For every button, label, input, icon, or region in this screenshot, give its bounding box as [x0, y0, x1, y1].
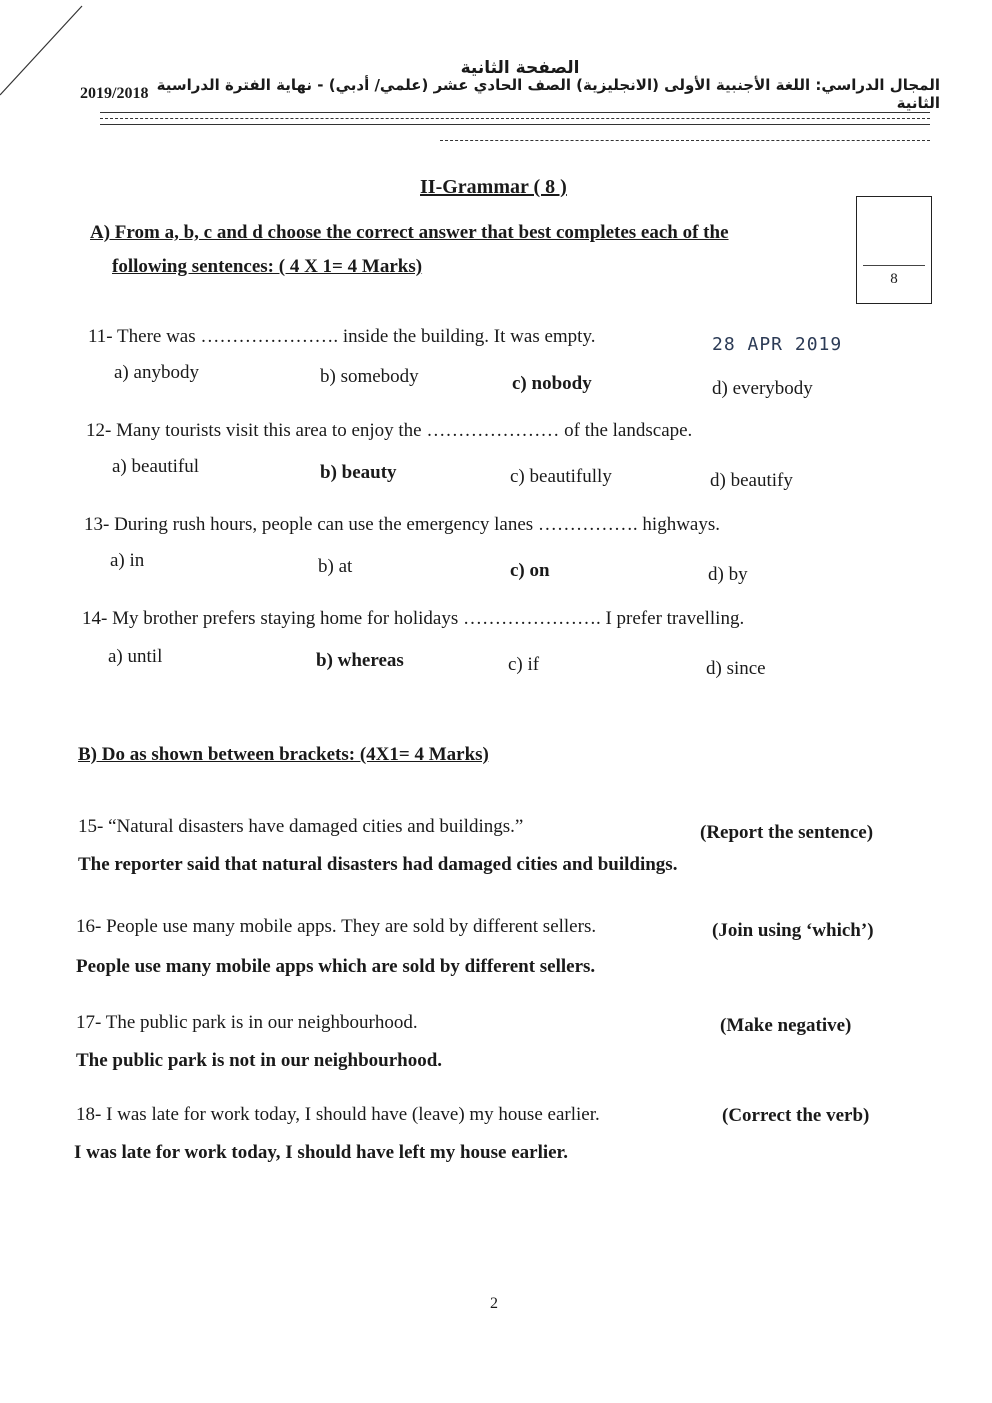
answer-16: People use many mobile apps which are sold by different sellers. — [76, 956, 596, 977]
score-box — [856, 196, 932, 304]
tag-15: (Report the sentence) — [700, 822, 874, 843]
option-12c: c) beautifully — [510, 466, 612, 487]
option-11d: d) everybody — [712, 378, 813, 399]
tag-18: (Correct the verb) — [722, 1105, 870, 1126]
option-13b: b) at — [318, 556, 353, 577]
score-value: 8 — [890, 271, 898, 287]
option-12a: a) beautiful — [112, 456, 200, 477]
question-18: 18- I was late for work today, I should have (leave) my house earlier. — [76, 1104, 600, 1125]
header-rule-2 — [100, 118, 930, 119]
part-a-instruction-line1: A) From a, b, c and d choose the correct answer that best completes each of the — [90, 222, 729, 243]
option-11b: b) somebody — [320, 366, 419, 387]
option-14d: d) since — [706, 658, 766, 679]
option-14b: b) whereas — [316, 650, 404, 671]
page-number: 2 — [490, 1295, 498, 1312]
question-12: 12- Many tourists visit this area to enjoy the ………………… of the landscape. — [86, 420, 693, 441]
date-stamp: 28 APR 2019 — [712, 334, 843, 355]
part-b-instruction: B) Do as shown between brackets: (4X1= 4 Marks) — [78, 744, 489, 765]
answer-18: I was late for work today, I should have left my house earlier. — [74, 1142, 568, 1163]
section-title: II-Grammar ( 8 ) — [420, 176, 567, 198]
option-12b: b) beauty — [320, 462, 397, 483]
option-11c: c) nobody — [512, 373, 592, 394]
score-divider — [863, 265, 925, 266]
header-rule-1 — [100, 112, 930, 113]
option-14a: a) until — [108, 646, 163, 667]
question-14: 14- My brother prefers staying home for holidays …………………. I prefer travelling. — [82, 608, 745, 629]
question-13: 13- During rush hours, people can use the emergency lanes ……………. highways. — [84, 514, 721, 535]
option-11a: a) anybody — [114, 362, 199, 383]
option-13a: a) in — [110, 550, 145, 571]
tag-16: (Join using ‘which’) — [712, 920, 874, 941]
exam-year: 2019/2018 — [80, 85, 149, 102]
header-rule-4 — [440, 140, 930, 141]
header-rule-3 — [100, 124, 930, 125]
exam-header — [80, 76, 940, 112]
answer-17: The public park is not in our neighbourhood. — [76, 1050, 443, 1071]
option-13c: c) on — [510, 560, 550, 581]
question-15: 15- “Natural disasters have damaged cities and buildings.” — [78, 816, 524, 837]
question-11: 11- There was …………………. inside the building. It was empty. — [88, 326, 596, 347]
option-13d: d) by — [708, 564, 748, 585]
option-12d: d) beautify — [710, 470, 793, 491]
answer-15: The reporter said that natural disasters had damaged cities and buildings. — [78, 854, 678, 875]
subject-line-arabic: المجال الدراسي: اللغة الأجنبية الأولى (الانجليزية) الصف الحادي عشر (علمي/ أدبي) - نهاية الفترة الدراسية الثانية — [156, 76, 940, 112]
question-16: 16- People use many mobile apps. They are sold by different sellers. — [76, 916, 597, 937]
option-14c: c) if — [508, 654, 540, 675]
page-label-arabic: الصفحة الثانية — [460, 58, 580, 78]
question-17: 17- The public park is in our neighbourhood. — [76, 1012, 418, 1033]
tag-17: (Make negative) — [720, 1015, 852, 1036]
part-a-instruction-line2: following sentences: ( 4 X 1= 4 Marks) — [112, 256, 423, 277]
